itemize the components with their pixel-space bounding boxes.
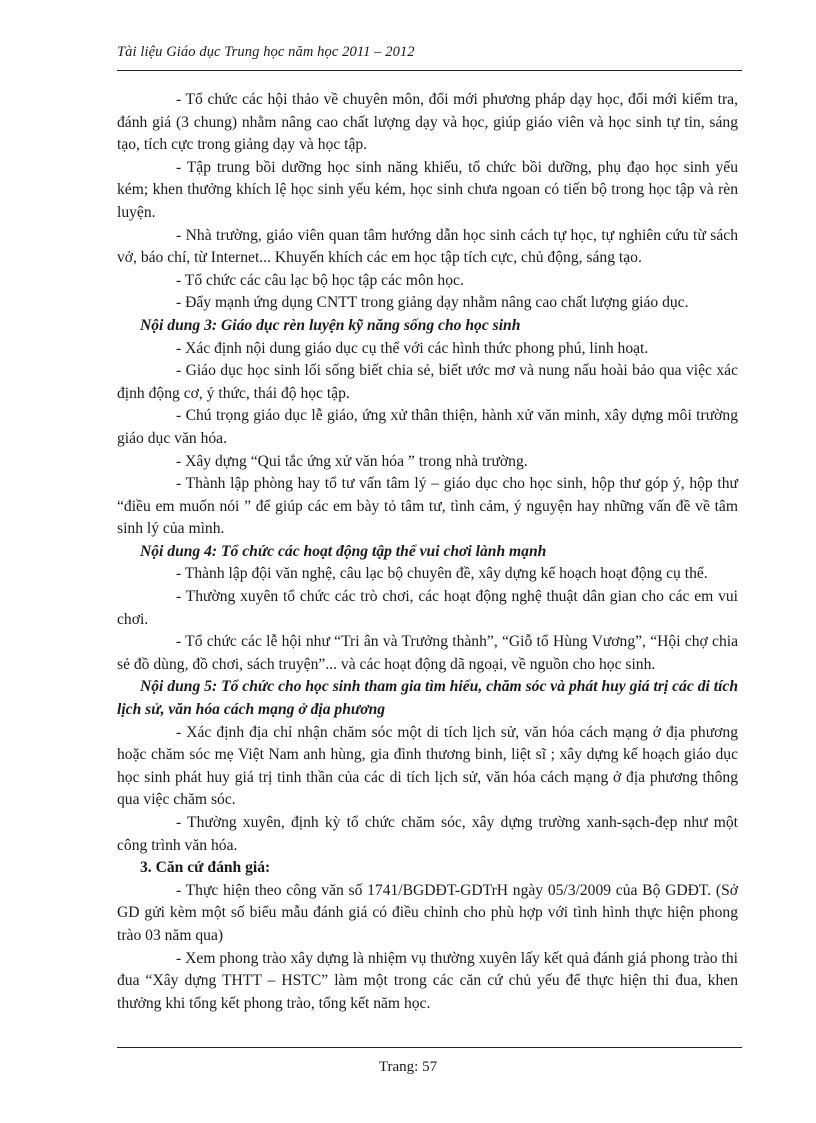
footer-rule — [117, 1047, 742, 1048]
section-heading-content-5: Nội dung 5: Tổ chức cho học sinh tham gia tìm hiểu, chăm sóc và phát huy giá trị các di tích lịch sử, văn hóa cách mạng ở địa phương — [117, 678, 738, 719]
paragraph-17: - Xem phong trào xây dựng là nhiệm vụ thường xuyên lấy kết quả đánh giá phong trào thi đua “Xây dựng THTT – HSTC” làm một trong các căn cứ chủ yếu để thực hiện thi đua, khen thưởng khi tổng kết phong trào, tổng kết năm học. — [117, 949, 738, 1012]
paragraph-15: - Thường xuyên, định kỳ tổ chức chăm sóc, xây dựng trường xanh-sạch-đẹp như một công trình văn hóa. — [117, 814, 738, 854]
paragraph-12: - Thường xuyên tổ chức các trò chơi, các hoạt động nghệ thuật dân gian cho các em vui chơi. — [117, 588, 738, 628]
paragraph-14: - Xác định địa chỉ nhận chăm sóc một di tích lịch sử, văn hóa cách mạng ở địa phương hoặc chăm sóc mẹ Việt Nam anh hùng, gia đình thương binh, liệt sĩ ; xây dựng kế hoạch giáo dục học sinh phát huy giá trị tinh thần của các di tích lịch sử, văn hóa cách mạng ở địa phương thông qua việc chăm sóc. — [117, 723, 738, 809]
paragraph-6: - Xác định nội dung giáo dục cụ thể với các hình thức phong phú, linh hoạt. — [176, 339, 649, 357]
paragraph-10: - Thành lập phòng hay tổ tư vấn tâm lý – giáo dục cho học sinh, hộp thư góp ý, hộp thư “điều em muốn nói ” để giúp các em bày tỏ tâm tư, tình cảm, ý nguyện hay những vấn đề về tâm sinh lý của mình. — [117, 475, 738, 538]
section-heading-evaluation-basis: 3. Căn cứ đánh giá: — [140, 859, 271, 877]
paragraph-5: - Đẩy mạnh ứng dụng CNTT trong giảng dạy nhằm nâng cao chất lượng giáo dục. — [176, 294, 689, 312]
paragraph-9: - Xây dựng “Qui tắc ứng xử văn hóa ” trong nhà trường. — [176, 452, 528, 470]
paragraph-13: - Tổ chức các lễ hội như “Tri ân và Trưởng thành”, “Giỗ tổ Hùng Vương”, “Hội chợ chia sẻ đồ dùng, đồ chơi, sách truyện”... và các hoạt động dã ngoại, về nguồn cho học sinh. — [117, 633, 738, 673]
section-heading-content-3: Nội dung 3: Giáo dục rèn luyện kỹ năng sống cho học sinh — [140, 316, 521, 334]
paragraph-7: - Giáo dục học sinh lối sống biết chia sẻ, biết ước mơ và nung nấu hoài bảo qua việc xác định động cơ, ý thức, thái độ học tập. — [117, 362, 738, 402]
document-body — [117, 89, 738, 1015]
section-heading-content-4: Nội dung 4: Tổ chức các hoạt động tập thể vui chơi lành mạnh — [140, 542, 547, 560]
running-header: Tài liệu Giáo dục Trung học năm học 2011 – 2012 — [117, 44, 415, 60]
paragraph-8: - Chú trọng giáo dục lễ giáo, ứng xử thân thiện, hành xử văn minh, xây dựng môi trường giáo dục văn hóa. — [117, 407, 738, 447]
paragraph-4: - Tổ chức các câu lạc bộ học tập các môn học. — [176, 271, 464, 289]
header-rule — [117, 70, 742, 71]
paragraph-3: - Nhà trường, giáo viên quan tâm hướng dẫn học sinh cách tự học, tự nghiên cứu từ sách vở, báo chí, từ Internet... Khuyến khích các em học tập tích cực, chủ động, sáng tạo. — [117, 226, 738, 267]
paragraph-1: - Tổ chức các hội thảo về chuyên môn, đổi mới phương pháp dạy học, đổi mới kiểm tra, đánh giá (3 chung) nhằm nâng cao chất lượng dạy và học, giúp giáo viên và học sinh tự tin, sáng tạo, tích cực trong giảng dạy và học tập. — [117, 91, 738, 154]
paragraph-16: - Thực hiện theo công văn số 1741/BGDĐT-GDTrH ngày 05/3/2009 của Bộ GDĐT. (Sở GD gửi kèm một số biểu mẫu đánh giá có điều chỉnh cho phù hợp với tình hình thực hiện phong trào 03 năm qua) — [117, 881, 738, 944]
paragraph-11: - Thành lập đội văn nghệ, câu lạc bộ chuyên đề, xây dựng kế hoạch hoạt động cụ thể. — [176, 565, 708, 583]
paragraph-2: - Tập trung bồi dưỡng học sinh năng khiếu, tổ chức bồi dưỡng, phụ đạo học sinh yếu kém; khen thưởng khích lệ học sinh yếu kém, học sinh chưa ngoan có tiến bộ trong học tập và rèn luyện. — [117, 158, 738, 221]
page-number: Trang: 57 — [378, 1059, 438, 1075]
